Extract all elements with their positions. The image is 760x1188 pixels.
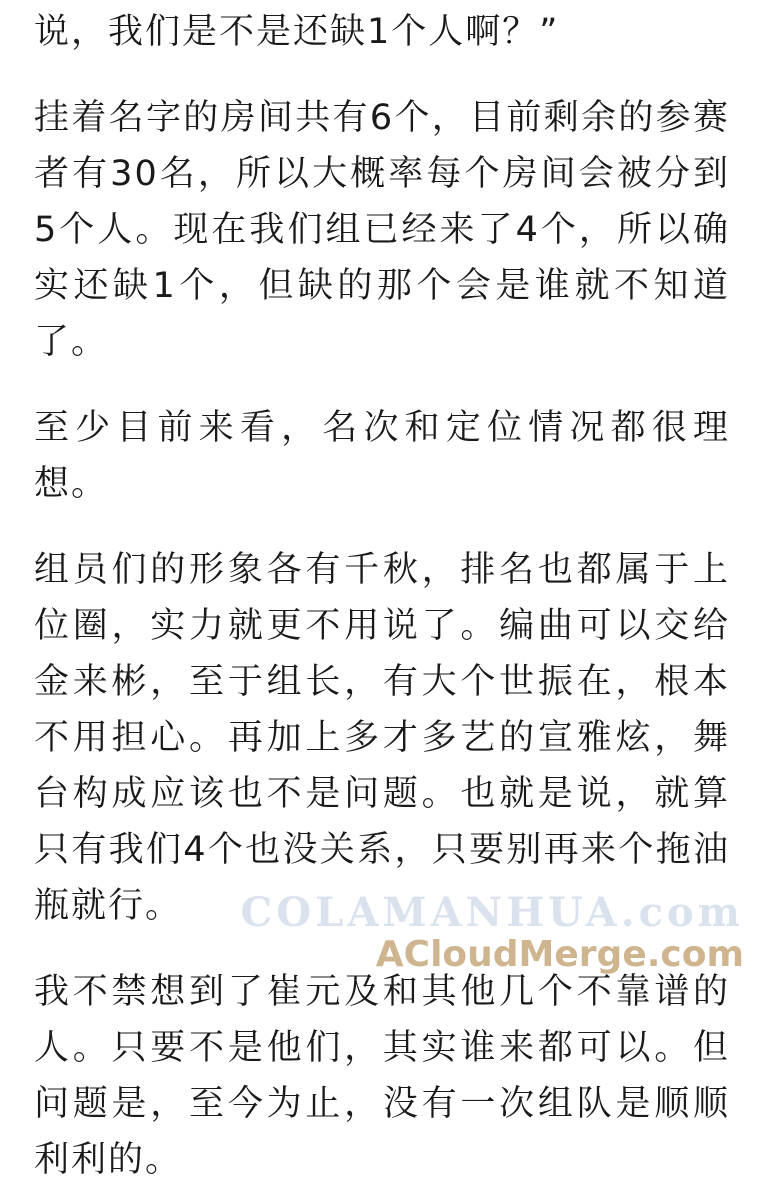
paragraph-gap bbox=[34, 370, 730, 400]
paragraph-1: 说，我们是不是还缺1个人啊？” bbox=[34, 12, 560, 52]
watermark-acloudmerge: ACloudMerge.com bbox=[375, 934, 744, 975]
watermark-colamanhua: COLAMANHUA.com bbox=[240, 889, 744, 936]
paragraph-3: 至少目前来看，名次和定位情况都很理想。 bbox=[34, 408, 730, 504]
paragraph-gap bbox=[34, 60, 730, 90]
paragraph-5: 我不禁想到了崔元及和其他几个不靠谱的人。只要不是他们，其实谁来都可以。但问题是，至今为止，没有一次组队是顺顺利利的。 bbox=[34, 972, 730, 1180]
paragraph-4: 组员们的形象各有千秋，排名也都属于上位圈，实力就更不用说了。编曲可以交给金来彬，至于组长，有大个世振在，根本不用担心。再加上多才多艺的宣雅炫，舞台构成应该也不是问题。也就是说，就算只有我们4个也没关系，只要别再来个拖油瓶就行。 bbox=[34, 550, 730, 926]
paragraph-gap bbox=[34, 512, 730, 542]
paragraph-gap bbox=[34, 934, 730, 964]
paragraph-2: 挂着名字的房间共有6个，目前剩余的参赛者有30名，所以大概率每个房间会被分到5个人。现在我们组已经来了4个，所以确实还缺1个，但缺的那个会是谁就不知道了。 bbox=[34, 98, 730, 362]
